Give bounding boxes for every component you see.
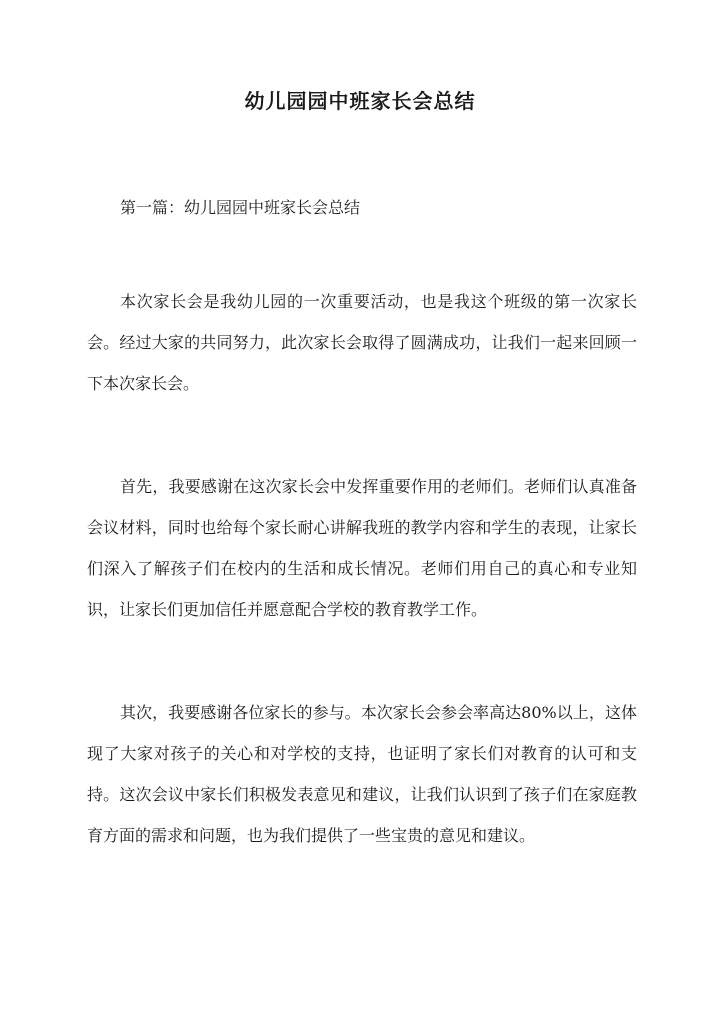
section-heading: 第一篇：幼儿园园中班家长会总结 (120, 198, 361, 217)
paragraph-2: 首先，我要感谢在这次家长会中发挥重要作用的老师们。老师们认真准备会议材料，同时也给每个家长耐心讲解我班的教学内容和学生的表现，让家长们深入了解孩子们在校内的生活和成长情况。老师们用自己的真心和专业知识，让家长们更加信任并愿意配合学校的教育教学工作。 (87, 477, 637, 619)
document-title: 幼儿园园中班家长会总结 (244, 89, 476, 113)
paragraph-3: 其次，我要感谢各位家长的参与。本次家长会参会率高达80%以上，这体现了大家对孩子的关心和对学校的支持，也证明了家长们对教育的认可和支持。这次会议中家长们积极发表意见和建议，让我们认识到了孩子们在家庭教育方面的需求和问题，也为我们提供了一些宝贵的意见和建议。 (87, 703, 637, 845)
paragraph-1: 本次家长会是我幼儿园的一次重要活动，也是我这个班级的第一次家长会。经过大家的共同努力，此次家长会取得了圆满成功，让我们一起来回顾一下本次家长会。 (87, 292, 637, 393)
